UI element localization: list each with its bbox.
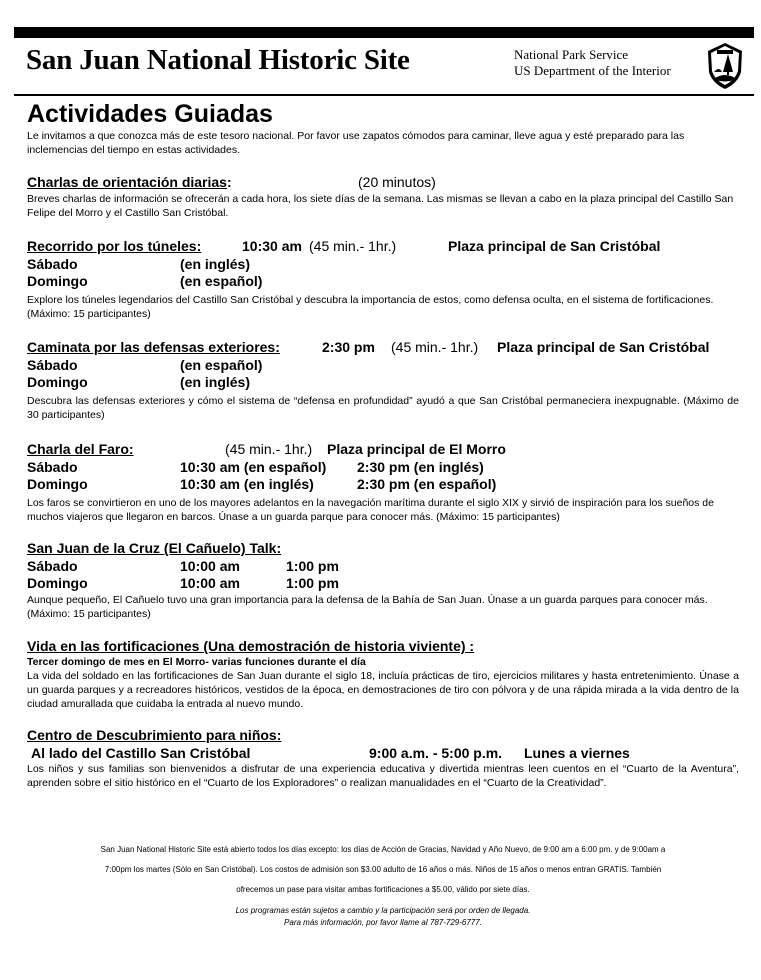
tuneles-title: Recorrido por los túneles: [27,238,202,254]
caminata-title: Caminata por las defensas exteriores: [27,339,280,355]
canuelo-description: Aunque pequeño, El Cañuelo tuvo una gran importancia para la defensa de la Bahía de San Juan. Únase a un guarda parques para conocer más. (Máximo: 15 participantes) [27,594,708,620]
vida-heading [27,638,739,656]
schedule-row: Sábado (en inglés) [27,256,251,272]
centro-days: Lunes a viernes [524,745,630,761]
tuneles-duration: (45 min.- 1hr.) [309,238,397,254]
schedule-row: Sábado 10:00 am 1:00 pm [27,558,339,574]
faro-duration: (45 min.- 1hr.) [225,441,313,457]
agency-name: National Park Service [514,47,629,62]
schedule-row: Domingo (en inglés) [27,374,251,390]
centro-info-row [27,745,739,762]
centro-title: Centro de Descubrimiento para niños: [27,727,282,743]
footer-line: ofrecemos un pase para visitar ambas fortificaciones a $5.00, válido por siete días. [236,885,530,894]
caminata-description: Descubra las defensas exteriores y cómo el sistema de “defensa en profundidad” ayudó a que San Cristóbal permaneciera inexpugnable. (Máximo de 30 participantes) [27,395,739,421]
centro-description: Los niños y sus familias son bienvenidos a disfrutar de una experiencia educativa y divertida mientras leen cuentos en el “Cuarto de la Aventura”, aprenden sobre el sitio histórico en el “Cuarto de los Exploradores” o realizan manualidades en el “Cuarto de la Creatividad”. [27,763,739,789]
footer-notes [27,905,739,929]
footer-note: Para más información, por favor llame al 787-729-6777. [284,918,482,927]
caminata-time: 2:30 pm [322,339,375,355]
charlas-title: Charlas de orientación diarias [27,174,227,190]
schedule-row: Domingo 10:30 am (en inglés) 2:30 pm (en español) [27,476,497,492]
footer-line: 7:00pm los martes (Sólo en San Cristóbal). Los costos de admisión son $3.00 adulto de 16 años o más. Niños de 15 años o menos entran GRATIS. También [104,865,662,874]
main-content [27,99,739,790]
faro-heading [27,441,739,459]
tuneles-time: 10:30 am [242,238,302,254]
charlas-duration: (20 minutos) [358,174,436,190]
canuelo-title: San Juan de la Cruz (El Cañuelo) Talk: [27,540,282,556]
vida-title: Vida en las fortificaciones (Una demostración de historia viviente) : [27,638,475,654]
nps-arrowhead-icon [704,42,746,90]
caminata-place: Plaza principal de San Cristóbal [497,339,710,355]
header-rule [14,94,754,96]
vida-subtitle: Tercer domingo de mes en El Morro- varias funciones durante el día [27,656,366,668]
agency-block [514,47,671,79]
charlas-description: Breves charlas de información se ofrecerán a cada hora, los siete días de la semana. Las mismas se llevan a cabo en la plaza principal del Castillo San Felipe del Morro y el Castillo San Cristóbal. [27,193,734,219]
centro-hours: 9:00 a.m. - 5:00 p.m. [369,745,503,761]
schedule-row: Sábado 10:30 am (en español) 2:30 pm (en inglés) [27,459,484,475]
charlas-heading: Charlas de orientación diarias: (20 minutos) [27,174,436,190]
schedule-row: Sábado (en español) [27,357,263,373]
vida-description: La vida del soldado en las fortificaciones de San Juan durante el siglo 18, incluía prácticas de tiro, ejercicios militares y hasta entretenimiento. Únase a un guarda parques y a recreadores históricos, vestidos de la época, en demostraciones de tiro con pólvora y de una rápida mirada a la vida dentro de la ciudad amurallada que cuidaba la entrada al nuevo mundo. [27,670,739,710]
footer-info [27,840,739,900]
footer-line: San Juan National Historic Site está abierto todos los días excepto: los días de Acción de Gracias, Navidad y Año Nuevo, de 9:00 am a 6:00 pm. y de 9:00am a [100,845,666,854]
tuneles-description: Explore los túneles legendarios del Castillo San Cristóbal y descubra la importancia de estos, como defensa oculta, en el sistema de fortificaciones. (Máximo: 15 participantes) [27,294,714,320]
faro-place: Plaza principal de El Morro [327,441,506,457]
tuneles-place: Plaza principal de San Cristóbal [448,238,661,254]
canuelo-heading [27,540,739,558]
caminata-heading [27,339,739,357]
header-top-bar [14,27,754,38]
faro-title: Charla del Faro: [27,441,134,457]
centro-location: Al lado del Castillo San Cristóbal [31,745,251,761]
footer-note: Los programas están sujetos a cambio y la participación será por orden de llegada. [235,906,531,915]
site-title: San Juan National Historic Site [26,44,410,76]
tuneles-heading [27,238,739,256]
department-name: US Department of the Interior [514,63,671,78]
schedule-row: Domingo 10:00 am 1:00 pm [27,575,339,591]
page-heading: Actividades Guiadas [27,100,273,128]
schedule-row: Domingo (en español) [27,273,263,289]
faro-description: Los faros se convirtieron en uno de los mayores adelantos en la navegación marítima durante el siglo XIX y sirvió de inspiración para los sueños de muchos viajeros que llegaron en barcos. Únase a un guarda parque para conocer más. (Máximo: 15 participantes) [27,497,714,523]
centro-heading [27,727,739,745]
intro-text: Le invitamos a que conozca más de este tesoro nacional. Por favor use zapatos cómodos para caminar, lleve agua y esté preparado para las inclemencias del tiempo en estas actividades. [27,130,685,156]
caminata-duration: (45 min.- 1hr.) [391,339,479,355]
